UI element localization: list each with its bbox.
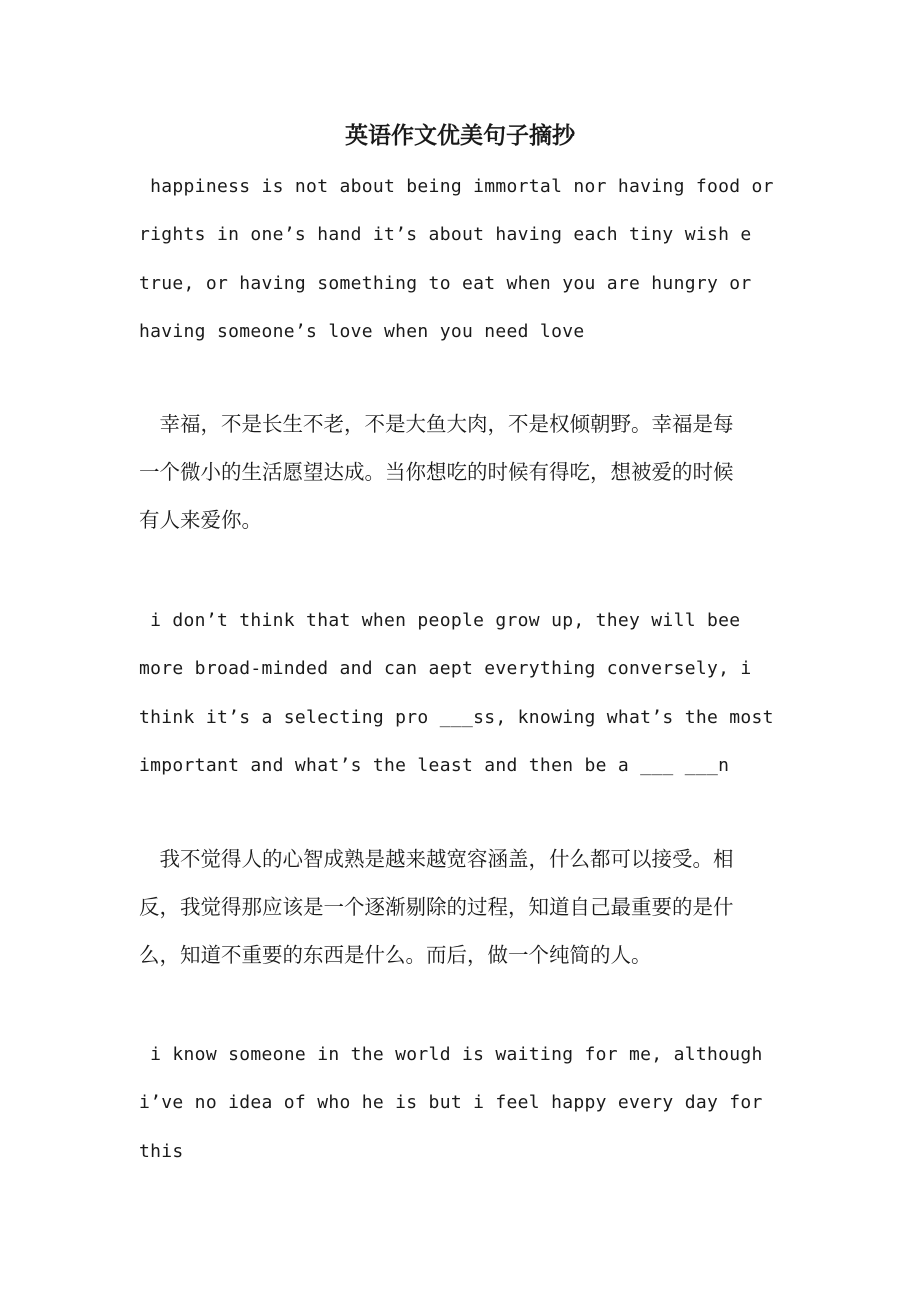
paragraph-english-someone-waiting: i know someone in the world is waiting for me, although i’ve no idea of who he is but i feel happy every day for this (139, 1044, 763, 1162)
paragraph-chinese-happiness: 幸福，不是长生不老，不是大鱼大肉，不是权倾朝野。幸福是每 一个微小的生活愿望达成。当你想吃的时候有得吃，想被爱的时候 有人来爱你。 (139, 412, 734, 532)
paragraph-english-growing-up: i don’t think that when people grow up, they will bee more broad-minded and can aept everything conversely, i think it’s a selecting pro ___ss, knowing what’s the most important and what’s the least and then be a ___ ___n (139, 610, 774, 777)
paragraph-chinese-growing-up: 我不觉得人的心智成熟是越来越宽容涵盖，什么都可以接受。相 反，我觉得那应该是一个逐渐剔除的过程，知道自己最重要的是什 么，知道不重要的东西是什么。而后，做一个纯简的人。 (139, 847, 734, 967)
paragraph-english-happiness: happiness is not about being immortal nor having food or rights in one’s hand it’s about having each tiny wish e true, or having something to eat when you are hungry or having someone’s love when you need love (139, 176, 774, 343)
document-title: 英语作文优美句子摘抄 (345, 122, 575, 149)
